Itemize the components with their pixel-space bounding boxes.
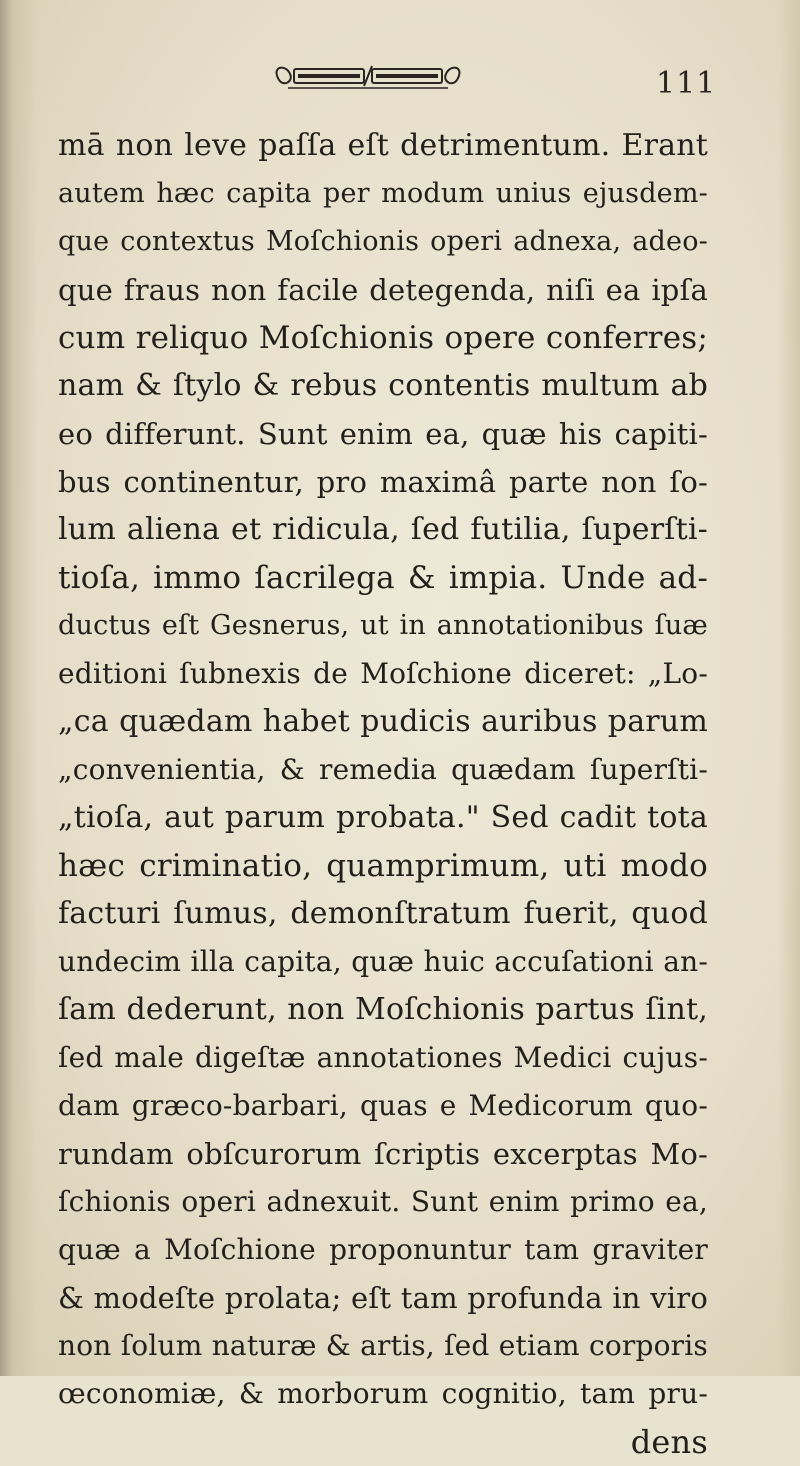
text-line: tioſa, immo ſacrilega & impia. Unde ad-	[58, 560, 708, 596]
text-line: „convenientia, & remedia quædam ſuperſti-	[58, 753, 708, 786]
text-line: facturi ſumus, demonſtratum fuerit, quod	[58, 896, 708, 931]
text-line: mā non leve paſſa eſt detrimentum. Erant	[58, 128, 708, 163]
binding-gutter	[0, 0, 38, 1376]
text-line: autem hæc capita per modum unius ejusdem-	[58, 178, 708, 209]
text-line: œconomiæ, & morborum cognitio, tam pru-	[58, 1377, 708, 1410]
text-line: ſed male digeſtæ annotationes Medici cujus-	[58, 1041, 708, 1074]
text-line: cum reliquo Moſchionis opere conferres;	[58, 320, 708, 356]
headpiece-ornament-icon	[268, 60, 468, 96]
text-line: hæc criminatio, quamprimum, uti modo	[58, 848, 708, 884]
text-line: que fraus non facile detegenda, niſi ea ipſa	[58, 273, 708, 307]
text-line: lum aliena et ridicula, ſed futilia, ſuperſti-	[58, 512, 708, 547]
text-line: undecim illa capita, quæ huic accuſationi an-	[58, 945, 708, 978]
text-line: quæ a Moſchione proponuntur tam graviter	[58, 1233, 708, 1266]
text-line: editioni ſubnexis de Moſchione diceret: „Lo-	[58, 657, 708, 690]
text-line: que contextus Moſchionis operi adnexa, adeo-	[58, 226, 708, 257]
page-edge	[778, 0, 800, 1376]
page-number: 111	[656, 66, 717, 101]
text-line: non ſolum naturæ & artis, ſed etiam corporis	[58, 1329, 708, 1362]
text-line: ſchionis operi adnexuit. Sunt enim primo ea,	[58, 1185, 708, 1218]
text-line: ſam dederunt, non Moſchionis partus ſint,	[58, 992, 708, 1027]
text-line: nam & ſtylo & rebus contentis multum ab	[58, 368, 708, 403]
text-line: eo differunt. Sunt enim ea, quæ his capiti-	[58, 417, 708, 451]
text-line: & modeſte prolata; eſt tam profunda in viro	[58, 1281, 708, 1315]
text-line: „ca quædam habet pudicis auribus parum	[58, 704, 708, 739]
text-line: ductus eſt Gesnerus, ut in annotationibus ſuæ	[58, 610, 708, 641]
text-line: bus continentur, pro maximâ parte non ſo-	[58, 465, 708, 499]
text-line: rundam obſcurorum ſcriptis excerptas Mo-	[58, 1137, 708, 1171]
catchword: dens	[630, 1423, 708, 1461]
text-line: „tioſa, aut parum probata." Sed cadit tota	[58, 800, 708, 835]
text-line: dam græco-barbari, quas e Medicorum quo-	[58, 1089, 708, 1122]
